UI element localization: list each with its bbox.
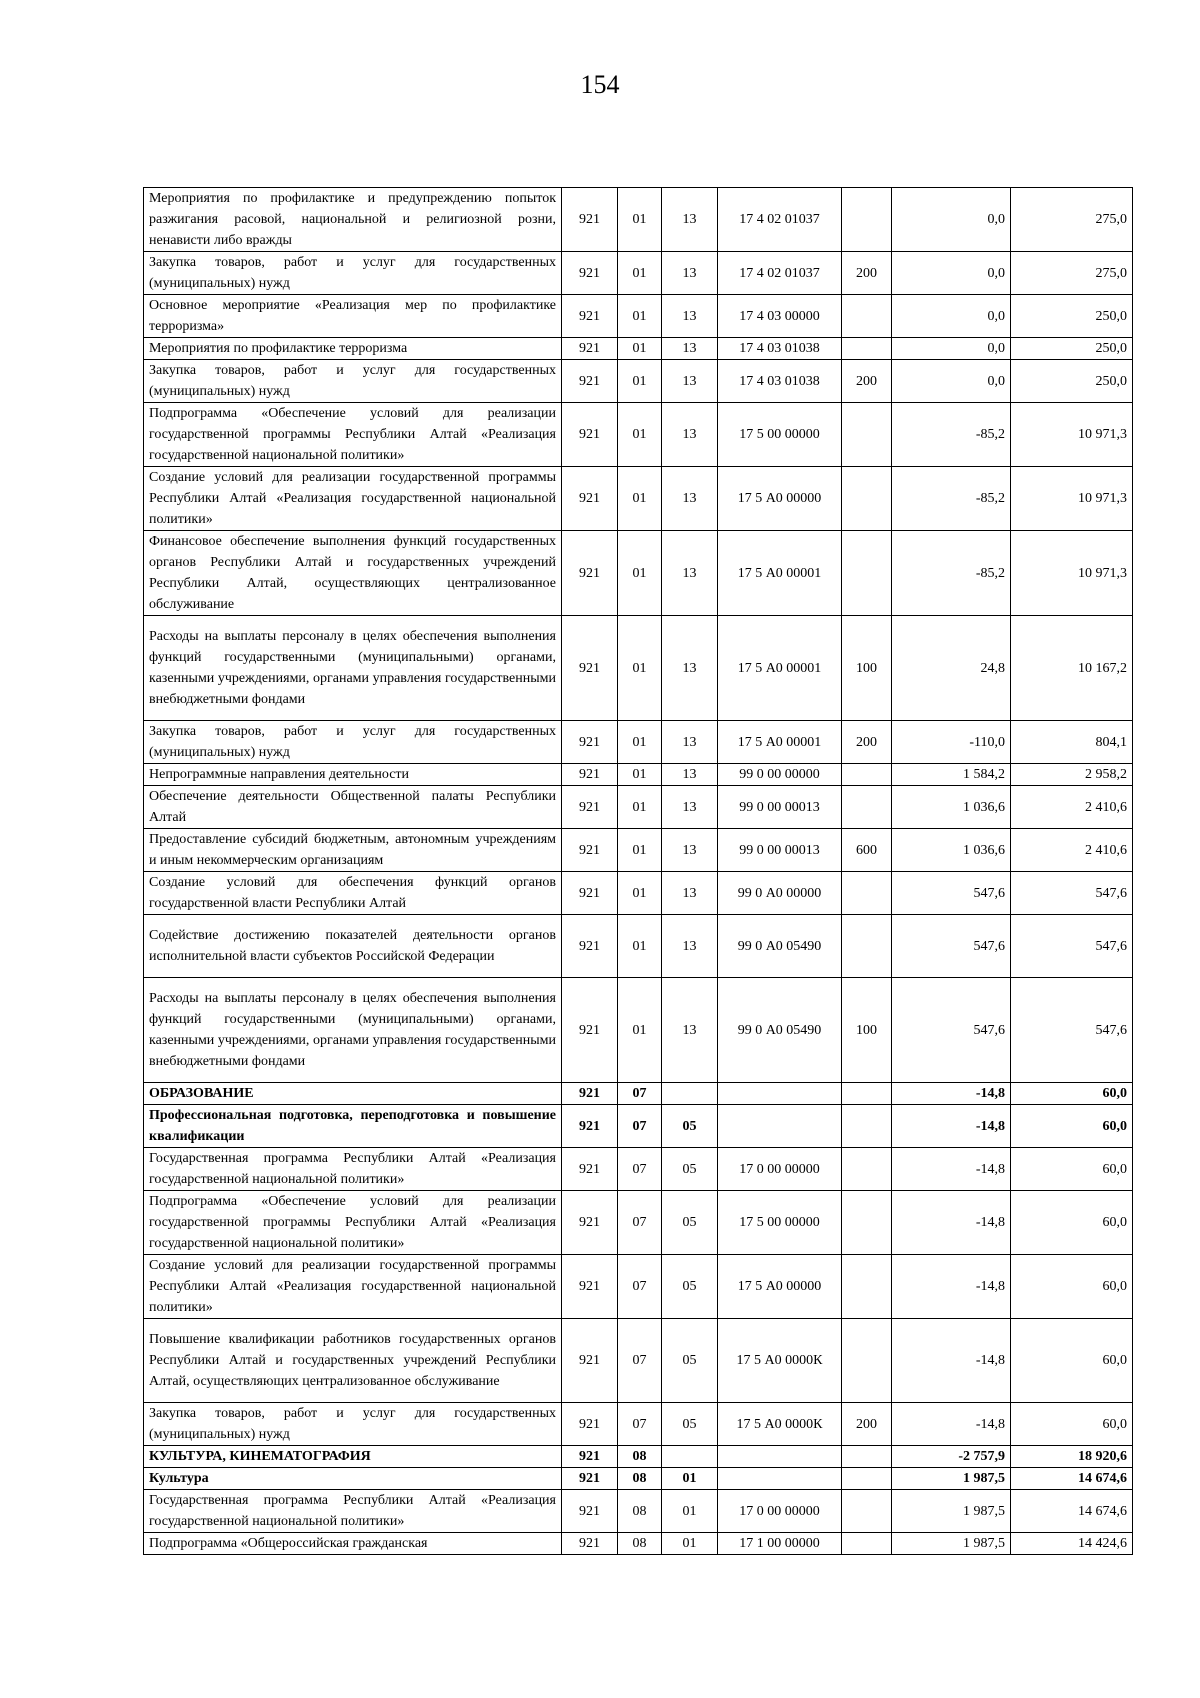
cell-section: 01 [618,978,662,1083]
cell-target-article: 17 5 00 00000 [718,403,842,467]
table-row [144,467,1133,531]
cell-target-article: 17 5 А0 0000К [718,1319,842,1403]
cell-amount-total: 60,0 [1011,1083,1133,1105]
cell-subsection: 01 [662,1533,718,1555]
cell-section: 07 [618,1148,662,1191]
cell-section: 07 [618,1083,662,1105]
budget-table [143,187,1133,1555]
cell-amount-total: 250,0 [1011,360,1133,403]
cell-amount-total: 10 971,3 [1011,531,1133,616]
cell-target-article [718,1105,842,1148]
cell-ministry: 921 [562,1148,618,1191]
cell-name: Закупка товаров, работ и услуг для государственных (муниципальных) нужд [144,721,562,764]
cell-section: 01 [618,531,662,616]
cell-target-article: 99 0 00 00013 [718,786,842,829]
cell-name: Мероприятия по профилактике и предупреждению попыток разжигания расовой, национальной и религиозной розни, ненависти либо вражды [144,188,562,252]
cell-expense-type: 600 [842,829,892,872]
cell-target-article: 17 5 А0 00001 [718,531,842,616]
cell-name: Профессиональная подготовка, переподготовка и повышение квалификации [144,1105,562,1148]
cell-amount-total: 60,0 [1011,1319,1133,1403]
cell-name: Закупка товаров, работ и услуг для государственных (муниципальных) нужд [144,252,562,295]
cell-amount-total: 275,0 [1011,252,1133,295]
budget-table-body [144,188,1133,1555]
cell-subsection: 05 [662,1105,718,1148]
table-row [144,188,1133,252]
cell-target-article: 17 4 03 01038 [718,360,842,403]
table-row [144,1490,1133,1533]
cell-target-article: 17 5 А0 0000К [718,1403,842,1446]
table-row [144,1083,1133,1105]
cell-ministry: 921 [562,1446,618,1468]
cell-expense-type [842,531,892,616]
cell-expense-type [842,1105,892,1148]
cell-target-article: 99 0 А0 05490 [718,915,842,978]
cell-target-article: 17 0 00 00000 [718,1148,842,1191]
cell-target-article: 99 0 А0 00000 [718,872,842,915]
cell-section: 01 [618,252,662,295]
cell-section: 07 [618,1105,662,1148]
cell-expense-type [842,764,892,786]
cell-ministry: 921 [562,1490,618,1533]
cell-amount-total: 60,0 [1011,1105,1133,1148]
cell-amount-change: 0,0 [892,295,1011,338]
cell-section: 01 [618,872,662,915]
cell-target-article: 17 4 02 01037 [718,188,842,252]
cell-target-article: 17 4 02 01037 [718,252,842,295]
cell-ministry: 921 [562,1083,618,1105]
cell-ministry: 921 [562,467,618,531]
cell-subsection [662,1446,718,1468]
cell-amount-total: 60,0 [1011,1148,1133,1191]
cell-ministry: 921 [562,1105,618,1148]
cell-section: 07 [618,1255,662,1319]
cell-ministry: 921 [562,616,618,721]
cell-subsection [662,1083,718,1105]
cell-expense-type [842,1191,892,1255]
cell-expense-type: 100 [842,616,892,721]
table-row [144,252,1133,295]
cell-expense-type [842,1148,892,1191]
cell-target-article: 17 0 00 00000 [718,1490,842,1533]
cell-subsection: 13 [662,403,718,467]
cell-target-article: 17 5 А0 00000 [718,467,842,531]
cell-ministry: 921 [562,403,618,467]
cell-amount-total: 10 971,3 [1011,403,1133,467]
cell-subsection: 13 [662,786,718,829]
cell-target-article: 99 0 А0 05490 [718,978,842,1083]
cell-subsection: 13 [662,616,718,721]
table-row [144,1148,1133,1191]
table-row [144,360,1133,403]
cell-name: Расходы на выплаты персоналу в целях обеспечения выполнения функций государственными (муниципальными) органами, казенными учреждениями, органами управления государственными внебюджетными фондами [144,616,562,721]
cell-name: Обеспечение деятельности Общественной палаты Республики Алтай [144,786,562,829]
cell-target-article: 17 1 00 00000 [718,1533,842,1555]
cell-section: 01 [618,915,662,978]
table-row [144,338,1133,360]
table-row [144,1191,1133,1255]
cell-amount-total: 804,1 [1011,721,1133,764]
cell-ministry: 921 [562,829,618,872]
cell-subsection: 01 [662,1490,718,1533]
cell-amount-change: -85,2 [892,531,1011,616]
cell-subsection: 13 [662,338,718,360]
cell-subsection: 13 [662,915,718,978]
cell-amount-total: 18 920,6 [1011,1446,1133,1468]
cell-expense-type [842,467,892,531]
table-row [144,1533,1133,1555]
table-row [144,786,1133,829]
table-row [144,978,1133,1083]
cell-subsection: 13 [662,467,718,531]
cell-amount-change: -85,2 [892,467,1011,531]
cell-subsection: 05 [662,1148,718,1191]
table-row [144,1446,1133,1468]
cell-section: 01 [618,295,662,338]
cell-target-article: 17 4 03 01038 [718,338,842,360]
cell-subsection: 05 [662,1255,718,1319]
cell-ministry: 921 [562,1403,618,1446]
table-row [144,1105,1133,1148]
table-row [144,531,1133,616]
cell-section: 08 [618,1533,662,1555]
cell-amount-change: -14,8 [892,1083,1011,1105]
cell-name: Расходы на выплаты персоналу в целях обеспечения выполнения функций государственными (муниципальными) органами, казенными учреждениями, органами управления государственными внебюджетными фондами [144,978,562,1083]
cell-ministry: 921 [562,872,618,915]
cell-name: Закупка товаров, работ и услуг для государственных (муниципальных) нужд [144,1403,562,1446]
cell-section: 01 [618,360,662,403]
cell-target-article: 99 0 00 00000 [718,764,842,786]
cell-section: 01 [618,764,662,786]
cell-section: 01 [618,829,662,872]
cell-name: Содействие достижению показателей деятельности органов исполнительной власти субъектов Российской Федерации [144,915,562,978]
cell-amount-change: 0,0 [892,360,1011,403]
cell-section: 01 [618,188,662,252]
cell-expense-type [842,295,892,338]
table-row [144,403,1133,467]
cell-expense-type [842,1490,892,1533]
cell-section: 07 [618,1191,662,1255]
cell-section: 01 [618,403,662,467]
cell-ministry: 921 [562,338,618,360]
cell-expense-type: 200 [842,1403,892,1446]
cell-name: Культура [144,1468,562,1490]
table-row [144,1403,1133,1446]
cell-amount-change: -110,0 [892,721,1011,764]
cell-amount-total: 547,6 [1011,915,1133,978]
cell-amount-change: -14,8 [892,1319,1011,1403]
cell-subsection: 13 [662,872,718,915]
cell-amount-total: 14 674,6 [1011,1490,1133,1533]
cell-expense-type [842,1468,892,1490]
cell-amount-total: 60,0 [1011,1191,1133,1255]
cell-amount-change: 547,6 [892,978,1011,1083]
cell-section: 01 [618,721,662,764]
cell-amount-change: -85,2 [892,403,1011,467]
cell-target-article [718,1468,842,1490]
cell-name: Повышение квалификации работников государственных органов Республики Алтай и государственных учреждений Республики Алтай, осуществляющих централизованное обслуживание [144,1319,562,1403]
cell-target-article [718,1446,842,1468]
cell-ministry: 921 [562,1319,618,1403]
cell-subsection: 13 [662,188,718,252]
cell-amount-change: 1 987,5 [892,1490,1011,1533]
cell-ministry: 921 [562,1533,618,1555]
cell-amount-change: -14,8 [892,1255,1011,1319]
cell-subsection: 13 [662,829,718,872]
cell-expense-type [842,872,892,915]
cell-section: 07 [618,1319,662,1403]
cell-amount-change: -14,8 [892,1403,1011,1446]
cell-ministry: 921 [562,978,618,1083]
cell-name: Создание условий для реализации государственной программы Республики Алтай «Реализация государственной национальной политики» [144,1255,562,1319]
cell-amount-total: 547,6 [1011,978,1133,1083]
cell-ministry: 921 [562,1191,618,1255]
cell-amount-change: 1 987,5 [892,1533,1011,1555]
cell-name: ОБРАЗОВАНИЕ [144,1083,562,1105]
cell-section: 08 [618,1490,662,1533]
cell-expense-type [842,403,892,467]
table-row [144,915,1133,978]
cell-amount-change: -14,8 [892,1105,1011,1148]
table-row [144,616,1133,721]
page-number: 154 [580,70,620,99]
cell-amount-total: 60,0 [1011,1403,1133,1446]
cell-target-article: 17 5 А0 00001 [718,616,842,721]
cell-section: 01 [618,786,662,829]
cell-name: Мероприятия по профилактике терроризма [144,338,562,360]
cell-subsection: 13 [662,360,718,403]
cell-expense-type [842,786,892,829]
cell-amount-change: 24,8 [892,616,1011,721]
cell-name: Государственная программа Республики Алтай «Реализация государственной национальной политики» [144,1148,562,1191]
cell-subsection: 13 [662,531,718,616]
cell-amount-change: -2 757,9 [892,1446,1011,1468]
cell-amount-change: 0,0 [892,188,1011,252]
cell-amount-total: 14 424,6 [1011,1533,1133,1555]
cell-subsection: 13 [662,252,718,295]
cell-ministry: 921 [562,295,618,338]
cell-section: 07 [618,1403,662,1446]
cell-expense-type [842,915,892,978]
cell-name: Закупка товаров, работ и услуг для государственных (муниципальных) нужд [144,360,562,403]
cell-name: Основное мероприятие «Реализация мер по профилактике терроризма» [144,295,562,338]
cell-name: Предоставление субсидий бюджетным, автономным учреждениям и иным некоммерческим организациям [144,829,562,872]
table-row [144,1319,1133,1403]
cell-section: 01 [618,467,662,531]
cell-amount-total: 10 167,2 [1011,616,1133,721]
cell-amount-total: 2 410,6 [1011,786,1133,829]
cell-ministry: 921 [562,1468,618,1490]
table-row [144,721,1133,764]
cell-amount-total: 60,0 [1011,1255,1133,1319]
cell-ministry: 921 [562,188,618,252]
cell-expense-type [842,1533,892,1555]
cell-amount-change: 547,6 [892,872,1011,915]
cell-target-article: 99 0 00 00013 [718,829,842,872]
cell-subsection: 13 [662,295,718,338]
cell-section: 08 [618,1468,662,1490]
cell-name: Непрограммные направления деятельности [144,764,562,786]
cell-target-article: 17 4 03 00000 [718,295,842,338]
cell-name: Создание условий для обеспечения функций органов государственной власти Республики Алтай [144,872,562,915]
cell-amount-total: 2 410,6 [1011,829,1133,872]
cell-ministry: 921 [562,721,618,764]
cell-ministry: 921 [562,786,618,829]
cell-name: Финансовое обеспечение выполнения функций государственных органов Республики Алтай и государственных учреждений Республики Алтай, осуществляющих централизованное обслуживание [144,531,562,616]
cell-expense-type [842,1083,892,1105]
cell-name: Создание условий для реализации государственной программы Республики Алтай «Реализация государственной национальной политики» [144,467,562,531]
cell-target-article: 17 5 А0 00000 [718,1255,842,1319]
cell-subsection: 05 [662,1319,718,1403]
cell-amount-total: 2 958,2 [1011,764,1133,786]
cell-target-article: 17 5 00 00000 [718,1191,842,1255]
cell-amount-total: 250,0 [1011,338,1133,360]
cell-expense-type [842,338,892,360]
cell-amount-change: 0,0 [892,338,1011,360]
cell-name: Государственная программа Республики Алтай «Реализация государственной национальной политики» [144,1490,562,1533]
cell-ministry: 921 [562,252,618,295]
cell-amount-total: 275,0 [1011,188,1133,252]
cell-expense-type: 100 [842,978,892,1083]
cell-ministry: 921 [562,915,618,978]
cell-subsection: 05 [662,1191,718,1255]
cell-amount-total: 14 674,6 [1011,1468,1133,1490]
cell-target-article [718,1083,842,1105]
cell-ministry: 921 [562,764,618,786]
cell-amount-change: 1 036,6 [892,786,1011,829]
cell-subsection: 13 [662,721,718,764]
table-row [144,829,1133,872]
cell-expense-type: 200 [842,252,892,295]
cell-subsection: 13 [662,978,718,1083]
table-row [144,295,1133,338]
cell-expense-type [842,1446,892,1468]
cell-target-article: 17 5 А0 00001 [718,721,842,764]
cell-section: 01 [618,616,662,721]
table-row [144,872,1133,915]
cell-amount-change: -14,8 [892,1148,1011,1191]
cell-amount-change: 0,0 [892,252,1011,295]
cell-amount-total: 547,6 [1011,872,1133,915]
cell-subsection: 01 [662,1468,718,1490]
cell-expense-type: 200 [842,360,892,403]
table-row [144,764,1133,786]
cell-amount-change: 1 987,5 [892,1468,1011,1490]
cell-expense-type [842,188,892,252]
cell-subsection: 13 [662,764,718,786]
cell-ministry: 921 [562,531,618,616]
cell-expense-type [842,1319,892,1403]
cell-name: КУЛЬТУРА, КИНЕМАТОГРАФИЯ [144,1446,562,1468]
cell-expense-type [842,1255,892,1319]
cell-ministry: 921 [562,360,618,403]
cell-ministry: 921 [562,1255,618,1319]
cell-name: Подпрограмма «Общероссийская гражданская [144,1533,562,1555]
cell-name: Подпрограмма «Обеспечение условий для реализации государственной программы Республики Алтай «Реализация государственной национальной политики» [144,403,562,467]
cell-section: 01 [618,338,662,360]
cell-amount-change: -14,8 [892,1191,1011,1255]
cell-expense-type: 200 [842,721,892,764]
cell-amount-total: 250,0 [1011,295,1133,338]
table-row [144,1255,1133,1319]
cell-amount-change: 547,6 [892,915,1011,978]
cell-name: Подпрограмма «Обеспечение условий для реализации государственной программы Республики Алтай «Реализация государственной национальной политики» [144,1191,562,1255]
cell-amount-change: 1 036,6 [892,829,1011,872]
cell-amount-total: 10 971,3 [1011,467,1133,531]
cell-subsection: 05 [662,1403,718,1446]
cell-section: 08 [618,1446,662,1468]
cell-amount-change: 1 584,2 [892,764,1011,786]
table-row [144,1468,1133,1490]
